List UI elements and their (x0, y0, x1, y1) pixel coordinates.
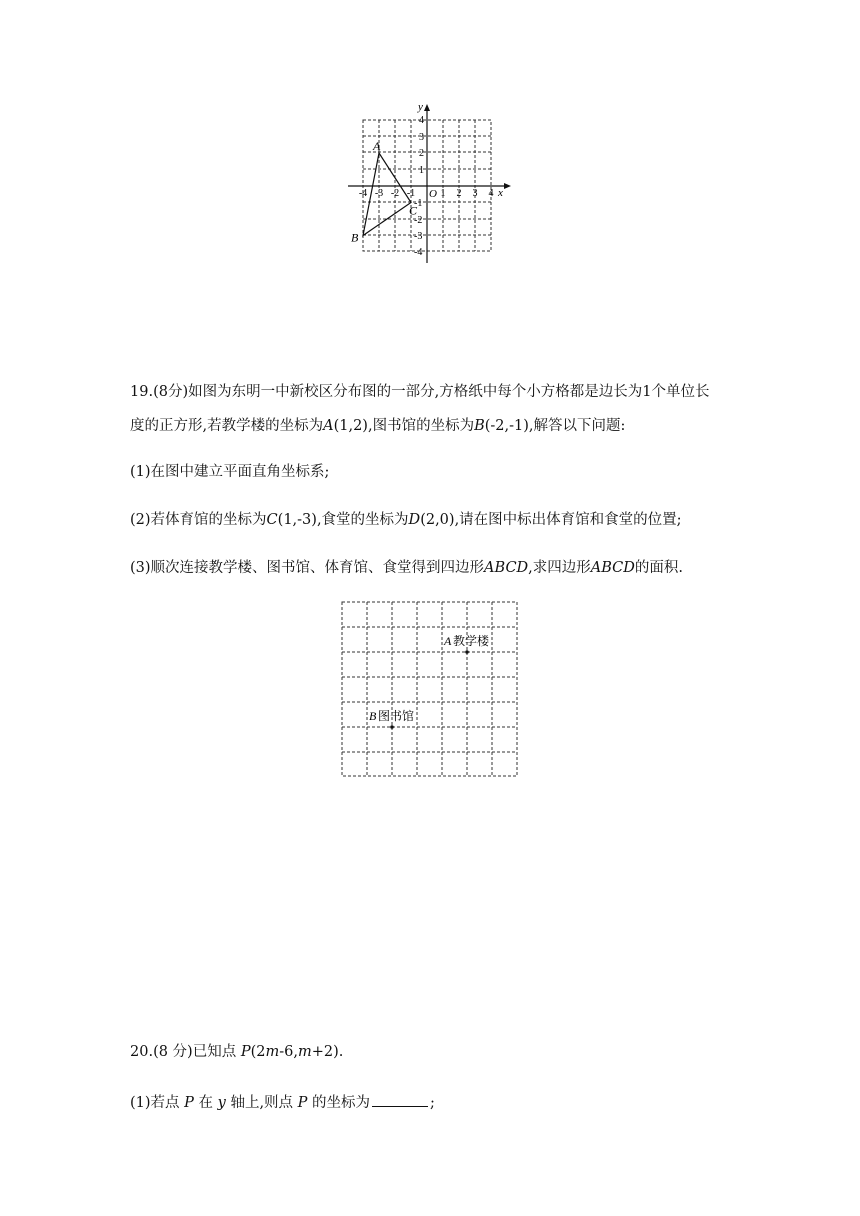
point-c-name: C (266, 512, 278, 528)
x-axis-label: x (498, 187, 503, 199)
origin-label: O (429, 188, 437, 200)
q19-text: ,食堂的坐标为 (316, 512, 409, 528)
q19-part2 (130, 510, 682, 530)
q19-text: 度的正方形,若教学楼的坐标为 (130, 418, 324, 434)
campus-grid-figure (340, 600, 522, 780)
y-tick-label: 1 (419, 165, 424, 176)
triangle-abc (363, 153, 411, 236)
y-tick-label: 2 (419, 148, 424, 159)
point-d-coords: (2,0) (420, 512, 455, 528)
y-tick-label: -3 (414, 231, 423, 242)
point-a-coords: (1,2) (333, 418, 368, 434)
x-tick-label: -1 (406, 188, 416, 199)
quad-name: ABCD (590, 560, 635, 576)
answer-blank[interactable] (372, 1092, 428, 1107)
q19-text: ,求四边形 (528, 560, 591, 576)
y-tick-label: -4 (414, 247, 423, 258)
teaching-building-letter: A (444, 634, 452, 648)
x-tick-label: 4 (488, 188, 494, 199)
point-b-coords: (-2,-1) (484, 418, 529, 434)
q19-line2 (130, 416, 625, 436)
q20-score: (8 分) (153, 1044, 193, 1060)
var-m: m (297, 1044, 312, 1060)
point-c-label: C (409, 203, 418, 218)
q19-text: ,解答以下问题: (528, 418, 626, 434)
q20-number: 20. (130, 1044, 154, 1060)
coordinate-figure (330, 95, 530, 270)
y-axis-arrow (424, 104, 430, 111)
q20-text: -6, (279, 1044, 298, 1060)
x-tick-label: -4 (358, 188, 368, 199)
y-tick-label: -2 (414, 215, 423, 226)
x-tick-label: -3 (374, 188, 384, 199)
x-axis-arrow (504, 183, 511, 189)
point-p-name: P (297, 1095, 308, 1111)
y-tick-label: 3 (419, 132, 424, 143)
q20-text: 已知点 (192, 1044, 241, 1060)
point-b-name: B (474, 418, 485, 434)
point-p-name: P (240, 1044, 251, 1060)
x-tick-label: 1 (440, 188, 446, 199)
q20-text: 轴上,则点 (225, 1095, 298, 1111)
point-a-label: A (373, 139, 381, 153)
y-axis-label: y (418, 101, 423, 113)
q20-stem (130, 1042, 343, 1062)
campus-grid-lines (342, 602, 517, 776)
q19-text: ,图书馆的坐标为 (367, 418, 475, 434)
y-tick-label: 4 (419, 115, 424, 126)
q19-score: (8分) (153, 384, 189, 400)
x-tick-label: -2 (390, 188, 400, 199)
library-dot (390, 725, 394, 729)
q19-text: (2)若体育馆的坐标为 (130, 512, 267, 528)
axis-y-name: y (217, 1095, 226, 1111)
library-letter: B (369, 709, 377, 723)
q19-text: (3)顺次连接教学楼、图书馆、体育馆、食堂得到四边形 (130, 560, 485, 576)
q20-text: +2). (311, 1044, 344, 1060)
q19-stem-line1: 如图为东明一中新校区分布图的一部分,方格纸中每个小方格都是边长为1个单位长 (188, 384, 710, 400)
q20-text: ; (430, 1095, 435, 1111)
library-label: 图书馆 (378, 709, 415, 723)
point-b-label: B (351, 230, 359, 245)
q19-text: ,请在图中标出体育馆和食堂的位置; (454, 512, 682, 528)
q19-text: 的面积. (634, 560, 684, 576)
q19-number: 19. (130, 384, 154, 400)
x-tick-labels (359, 188, 494, 199)
q19-line1 (130, 382, 709, 402)
point-a-name: A (323, 418, 334, 434)
x-tick-label: 2 (456, 188, 462, 199)
q20-text: (2 (250, 1044, 266, 1060)
q19-part1: (1)在图中建立平面直角坐标系; (130, 464, 330, 480)
point-c-coords: (1,-3) (277, 512, 317, 528)
teaching-building-dot (465, 650, 469, 654)
q19-part3 (130, 558, 683, 578)
q20-part1 (130, 1092, 435, 1113)
var-m: m (265, 1044, 280, 1060)
x-tick-label: 3 (472, 188, 478, 199)
quad-name: ABCD (484, 560, 529, 576)
q20-text: 在 (193, 1095, 218, 1111)
q20-text: (1)若点 (130, 1095, 185, 1111)
q20-text: 的坐标为 (307, 1095, 371, 1111)
point-p-name: P (184, 1095, 194, 1111)
teaching-building-label: 教学楼 (453, 634, 490, 648)
y-tick-label: -1 (414, 198, 423, 209)
point-d-name: D (408, 512, 421, 528)
